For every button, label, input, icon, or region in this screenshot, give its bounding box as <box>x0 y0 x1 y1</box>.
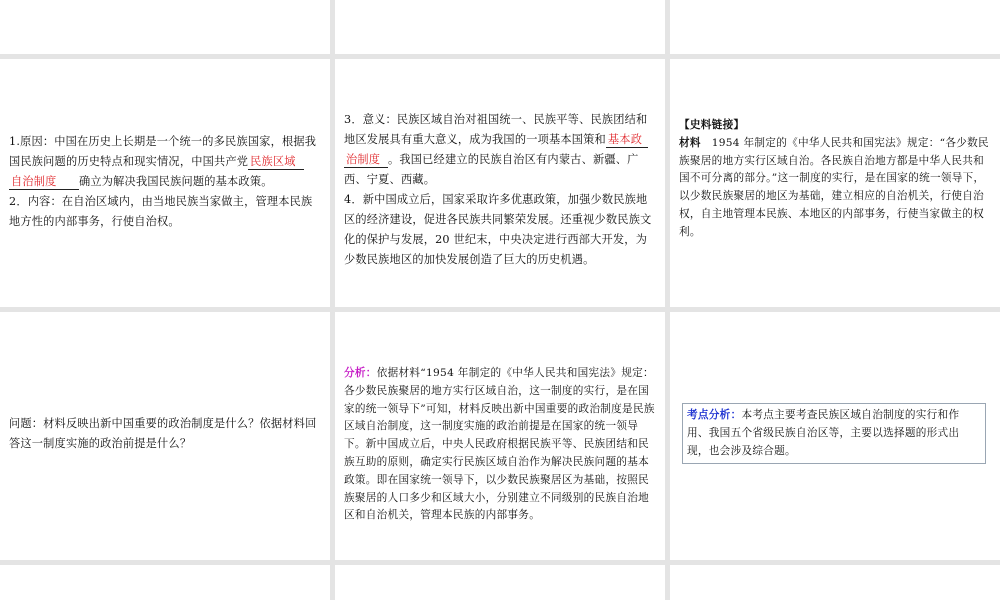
reason-text-block <box>9 132 323 232</box>
slide-thumbnail-bottom-left[interactable] <box>0 565 330 600</box>
item3-suffix: 。我国已经建立的民族自治区有内蒙古、新疆、广西、宁夏、西藏。 <box>344 153 639 186</box>
slide-reasons-content[interactable] <box>0 59 330 307</box>
analysis-text: 依据材料“1954 年制定的《中华人民共和国宪法》规定：各少数民族聚居的地方实行区域自治，这一制度的实行，是在国家的统一领导下”可知，材料反映出新中国重要的政治制度是民族区域自治制度，这一制度实施的政治前提是在国家的统一领导下。新中国成立后，中央人民政府根据民族平等、民族团结和民族互助的原则，确定实行民族区域自治作为解决民族问题的基本政策。即在国家统一领导下，以少数民族聚居区为基础，按照民族聚居的人口多少和区域大小，分别建立不同级别的民族自治地区和自治机关，管理本民族的内部事务。 <box>344 367 655 522</box>
analysis-label: 分析： <box>344 367 377 379</box>
slide-thumbnail-top-left[interactable] <box>0 0 330 54</box>
question-text: 问题：材料反映出新中国重要的政治制度是什么？依据材料回答这一制度实施的政治前提是什么？ <box>9 417 317 450</box>
item1-prefix: 1.原因：中国在历史上长期是一个统一的多民族国家，根据我国民族问题的历史特点和现实情况，中国共产党 <box>9 135 317 168</box>
material-text: 1954 年制定的《中华人民共和国宪法》规定：“各少数民族聚居的地方实行区域自治。各民族自治地方都是中华人民共和国不可分离的部分。”这一制度的实行，是在国家的统一领导下，以少数民族聚居的地区为基础，建立相应的自治机关，行使自治权，自主地管理本民族、本地区的内部事务，行使当家做主的权利。 <box>679 136 989 238</box>
slide-significance-content[interactable] <box>335 59 665 307</box>
slide-thumbnail-top-middle[interactable] <box>335 0 665 54</box>
analysis-text-block <box>344 365 656 525</box>
answer-blank-1a: 民族区域 <box>248 155 304 170</box>
item4-text: 4．新中国成立后，国家采取许多优惠政策，加强少数民族地区的经济建设，促进各民族共同繁荣发展。还重视少数民族文化的保护与发展，20 世纪末，中央决定进行西部大开发，为少数民族地区的加快发展创造了巨大的历史机遇。 <box>344 193 652 266</box>
answer-blank-3a: 基本政 <box>606 133 648 148</box>
item1-suffix: 确立为解决我国民族问题的基本政策。 <box>79 175 273 188</box>
slide-exam-point[interactable] <box>670 312 1000 560</box>
exam-point-box <box>682 403 986 464</box>
answer-blank-1b: 自治制度 <box>9 175 79 190</box>
slide-thumbnail-bottom-middle[interactable] <box>335 565 665 600</box>
answer-blank-3b: 治制度 <box>344 153 388 168</box>
item3-prefix: 3．意义：民族区域自治对祖国统一、民族平等、民族团结和地区发展具有重大意义，成为我国的一项基本国策和 <box>344 113 648 146</box>
slide-historical-material[interactable] <box>670 59 1000 307</box>
material-heading: 【史料链接】 <box>679 119 745 131</box>
slide-question[interactable] <box>0 312 330 560</box>
significance-text-block <box>344 110 658 270</box>
exam-point-text: 本考点主要考查民族区域自治制度的实行和作用、我国五个省级民族自治区等，主要以选择题的形式出现，也会涉及综合题。 <box>687 409 960 457</box>
material-label: 材料 <box>679 136 701 149</box>
slide-thumbnail-bottom-right[interactable] <box>670 565 1000 600</box>
slide-thumbnail-top-right[interactable] <box>670 0 1000 54</box>
material-text-block <box>679 117 989 242</box>
exam-point-label: 考点分析： <box>687 409 742 421</box>
item2-text: 2．内容：在自治区域内，由当地民族当家做主，管理本民族地方性的内部事务，行使自治权。 <box>9 195 313 228</box>
slide-analysis[interactable] <box>335 312 665 560</box>
